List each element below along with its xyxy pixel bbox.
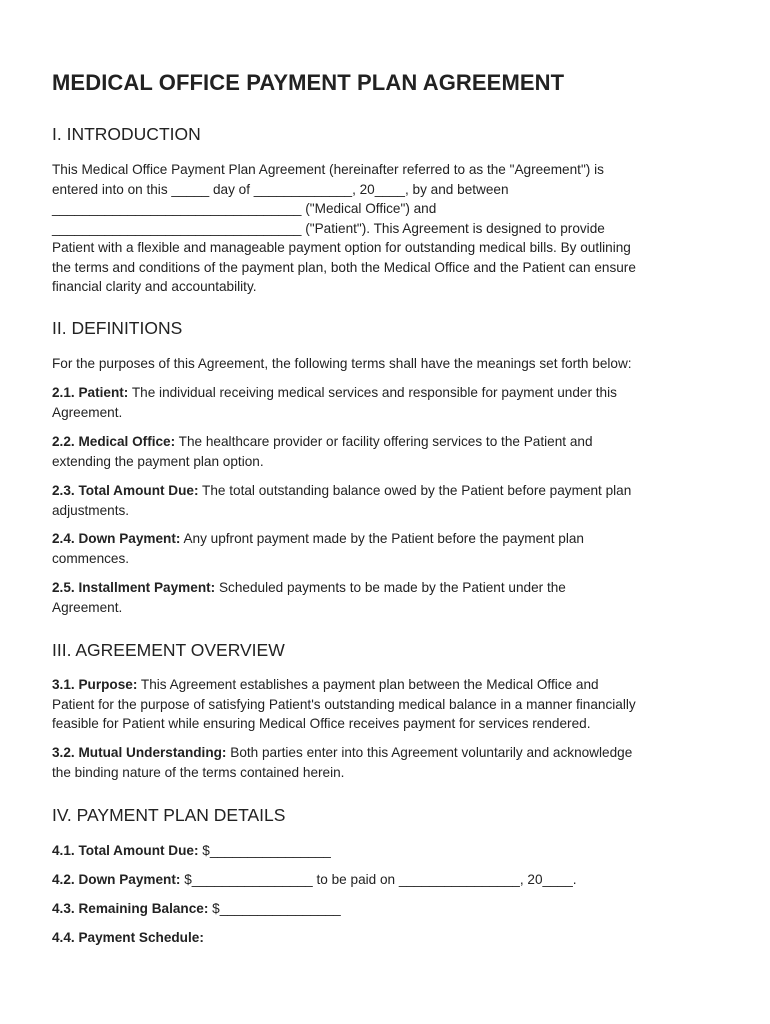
payment-item bbox=[52, 928, 732, 948]
definition-text: extending the payment plan option. bbox=[52, 453, 264, 469]
overview-text: feasible for Patient while ensuring Medical Office receives payment for services rendered. bbox=[52, 716, 591, 731]
intro-line: Patient with a flexible and manageable payment option for outstanding medical bills. By outlining bbox=[52, 240, 631, 255]
overview-label: 3.2. Mutual Understanding: bbox=[52, 745, 227, 760]
payment-label: 4.4. Payment Schedule: bbox=[52, 930, 204, 945]
overview-text: This Agreement establishes a payment plan between the Medical Office and bbox=[140, 677, 599, 692]
payment-label: 4.2. Down Payment: bbox=[52, 872, 181, 887]
definition-label: 2.2. Medical Office: bbox=[52, 434, 176, 449]
definition-label: 2.1. Patient: bbox=[52, 385, 129, 400]
definition-item bbox=[52, 481, 732, 520]
definition-label: 2.5. Installment Payment: bbox=[52, 580, 216, 595]
definition-text: The total outstanding balance owed by the Patient before payment plan bbox=[202, 483, 632, 498]
definitions-lead: For the purposes of this Agreement, the following terms shall have the meanings set forth below: bbox=[52, 356, 632, 371]
definition-text: Agreement. bbox=[52, 404, 123, 420]
definition-item bbox=[52, 432, 732, 471]
payment-field: $________________ bbox=[202, 843, 331, 858]
overview-label: 3.1. Purpose: bbox=[52, 677, 138, 692]
definitions-heading: II. DEFINITIONS bbox=[52, 318, 183, 338]
definition-item bbox=[52, 383, 732, 422]
definition-item bbox=[52, 529, 732, 568]
intro-line: _________________________________ ("Patient"). This Agreement is designed to provide bbox=[52, 220, 605, 236]
overview-text: Patient for the purpose of satisfying Patient's outstanding medical balance in a manner financially bbox=[52, 696, 636, 712]
overview-text: Both parties enter into this Agreement voluntarily and acknowledge bbox=[230, 745, 633, 760]
payment-label: 4.3. Remaining Balance: bbox=[52, 901, 209, 916]
payment-label: 4.1. Total Amount Due: bbox=[52, 843, 199, 858]
definition-text: The individual receiving medical services and responsible for payment under this bbox=[131, 385, 617, 400]
payment-item bbox=[52, 899, 732, 919]
overview-item bbox=[52, 743, 732, 782]
definition-text: adjustments. bbox=[52, 502, 130, 518]
intro-line: _________________________________ ("Medical Office") and bbox=[52, 201, 437, 216]
payment-field: $________________ bbox=[212, 901, 341, 916]
payment-field: $________________ to be paid on ________________, 20____. bbox=[184, 872, 577, 887]
payment-item bbox=[52, 870, 732, 890]
intro-paragraph bbox=[52, 160, 732, 297]
definition-label: 2.3. Total Amount Due: bbox=[52, 483, 199, 498]
definition-text: Scheduled payments to be made by the Patient under the bbox=[218, 580, 566, 595]
definition-text: Agreement. bbox=[52, 599, 123, 615]
overview-item bbox=[52, 675, 732, 734]
definition-text: commences. bbox=[52, 550, 130, 566]
payment-heading: IV. PAYMENT PLAN DETAILS bbox=[52, 805, 286, 825]
intro-line: the terms and conditions of the payment plan, both the Medical Office and the Patient can ensure bbox=[52, 259, 636, 275]
payment-item bbox=[52, 841, 732, 861]
intro-line: entered into on this _____ day of _____________, 20____, by and between bbox=[52, 181, 509, 197]
definition-item bbox=[52, 578, 732, 617]
overview-text: the binding nature of the terms contained herein. bbox=[52, 764, 345, 780]
definition-text: The healthcare provider or facility offering services to the Patient and bbox=[178, 434, 593, 449]
document-title: MEDICAL OFFICE PAYMENT PLAN AGREEMENT bbox=[52, 70, 565, 95]
overview-heading: III. AGREEMENT OVERVIEW bbox=[52, 640, 285, 660]
intro-line: financial clarity and accountability. bbox=[52, 279, 257, 294]
intro-line: This Medical Office Payment Plan Agreement (hereinafter referred to as the "Agreement") is bbox=[52, 162, 604, 177]
intro-heading: I. INTRODUCTION bbox=[52, 124, 201, 144]
definition-label: 2.4. Down Payment: bbox=[52, 531, 181, 546]
definition-text: Any upfront payment made by the Patient before the payment plan bbox=[183, 531, 584, 546]
